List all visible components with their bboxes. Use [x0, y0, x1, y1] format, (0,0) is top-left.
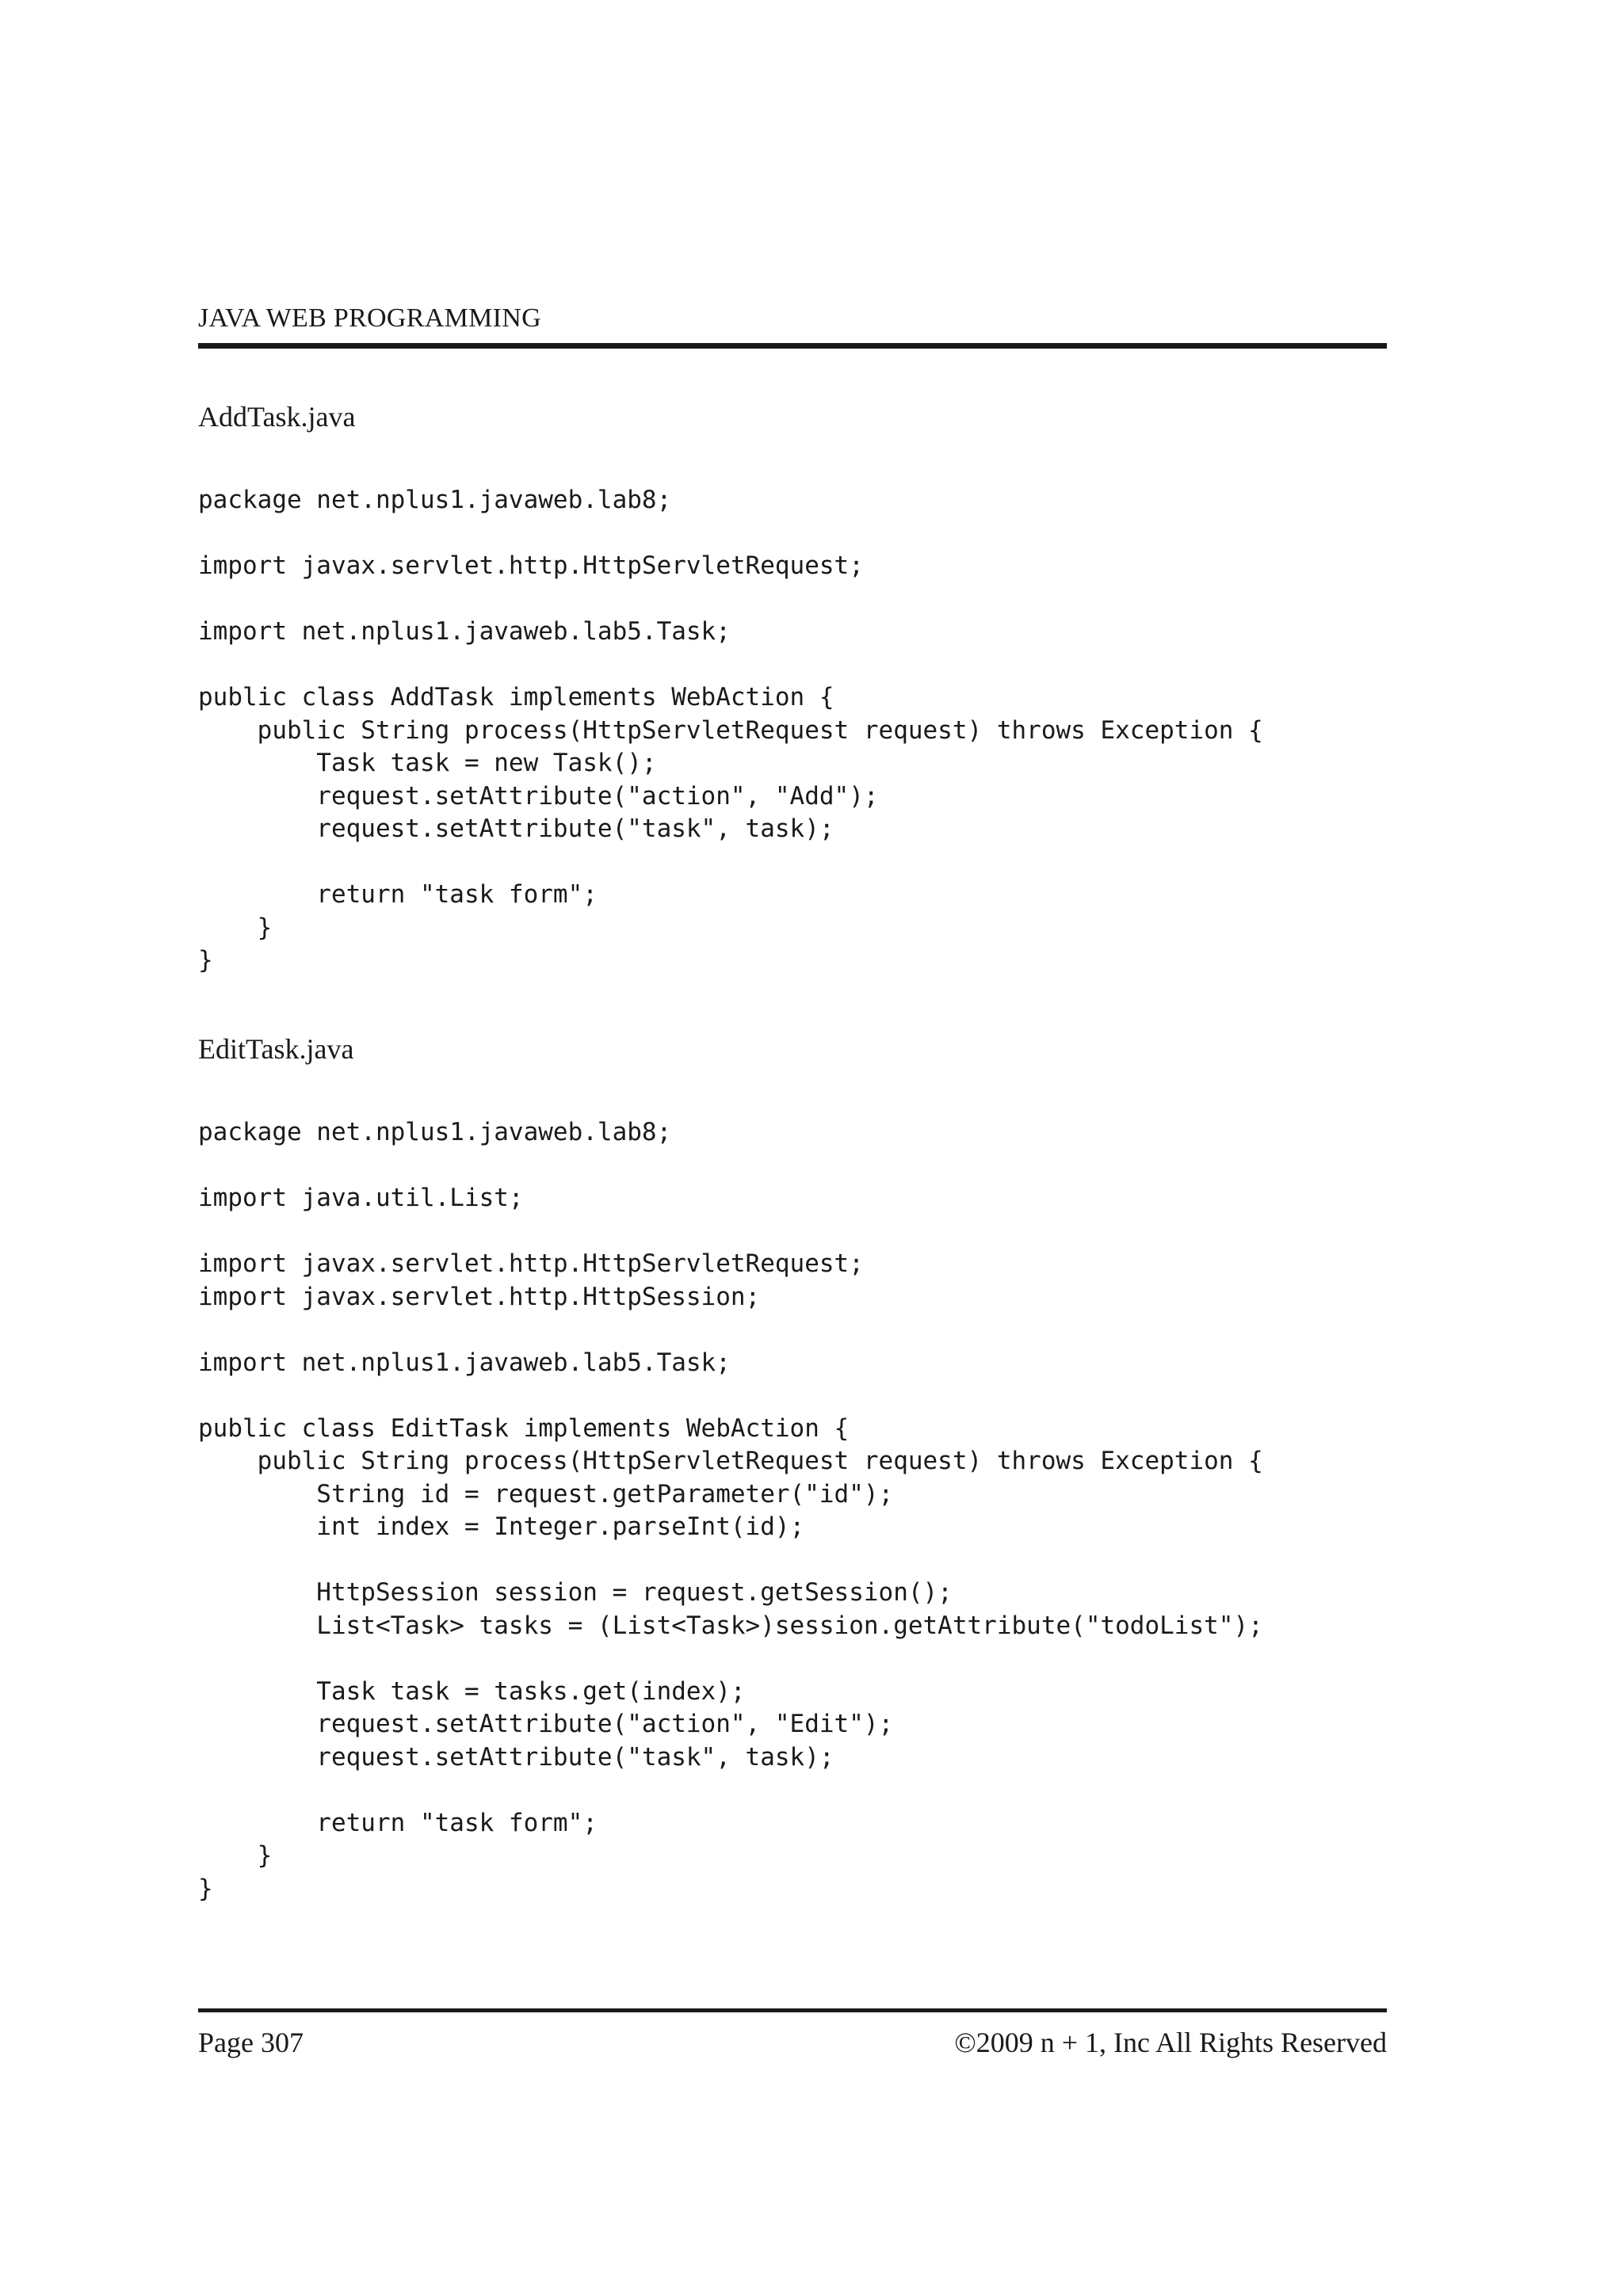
code-line	[198, 583, 1263, 616]
code-line	[198, 517, 1263, 551]
code-line: return "task form";	[198, 880, 598, 909]
code-line: List<Task> tasks = (List<Task>)session.getAttribute("todoList");	[198, 1611, 1263, 1640]
code-line: import javax.servlet.http.HttpSession;	[198, 1282, 761, 1311]
code-line: public class EditTask implements WebAction {	[198, 1413, 850, 1443]
header-rule	[198, 343, 1387, 349]
code-line: }	[198, 946, 213, 974]
code-block-addtask	[198, 484, 1263, 978]
code-line: int index = Integer.parseInt(id);	[198, 1512, 805, 1541]
code-line: request.setAttribute("task", task);	[198, 1742, 834, 1772]
code-line: Task task = new Task();	[198, 749, 657, 777]
code-line	[198, 1544, 1263, 1577]
footer-row	[198, 2012, 1387, 2057]
code-line	[198, 1314, 1263, 1347]
code-line: package net.nplus1.javaweb.lab8;	[198, 1118, 672, 1146]
code-line	[198, 1642, 1263, 1676]
running-header	[198, 305, 1387, 349]
section-title-edittask: EditTask.java	[198, 1033, 354, 1065]
code-line: import net.nplus1.javaweb.lab5.Task;	[198, 1348, 731, 1377]
code-line: request.setAttribute("action", "Add");	[198, 781, 879, 810]
code-line	[198, 1150, 1263, 1183]
copyright-notice: ©2009 n + 1, Inc All Rights Reserved	[954, 2027, 1387, 2058]
code-line: public String process(HttpServletRequest request) throws Exception {	[198, 715, 1263, 745]
code-line: return "task form";	[198, 1808, 598, 1837]
section-title-addtask: AddTask.java	[198, 401, 356, 433]
code-line: request.setAttribute("action", "Edit");	[198, 1710, 894, 1738]
code-line: request.setAttribute("task", task);	[198, 814, 834, 843]
code-line: public class AddTask implements WebAction {	[198, 683, 834, 711]
page-footer	[198, 2008, 1387, 2057]
code-line: public String process(HttpServletRequest request) throws Exception {	[198, 1447, 1263, 1475]
code-line: import net.nplus1.javaweb.lab5.Task;	[198, 617, 731, 646]
code-line	[198, 1774, 1263, 1807]
code-line: import javax.servlet.http.HttpServletRequest;	[198, 1249, 864, 1278]
code-line: import java.util.List;	[198, 1184, 524, 1212]
code-block-edittask	[198, 1116, 1263, 1905]
code-line	[198, 1215, 1263, 1249]
code-line: Task task = tasks.get(index);	[198, 1676, 746, 1706]
page-number: Page 307	[198, 2027, 304, 2058]
code-line	[198, 649, 1263, 682]
code-line	[198, 846, 1263, 879]
code-line: package net.nplus1.javaweb.lab8;	[198, 486, 672, 514]
code-line: }	[198, 913, 273, 942]
code-line: import javax.servlet.http.HttpServletRequest;	[198, 551, 864, 580]
code-line: }	[198, 1874, 213, 1903]
header-title: JAVA WEB PROGRAMMING	[198, 303, 541, 333]
code-line	[198, 1379, 1263, 1413]
code-line: String id = request.getParameter("id");	[198, 1479, 894, 1508]
code-line: HttpSession session = request.getSession();	[198, 1578, 953, 1607]
code-line: }	[198, 1841, 273, 1870]
